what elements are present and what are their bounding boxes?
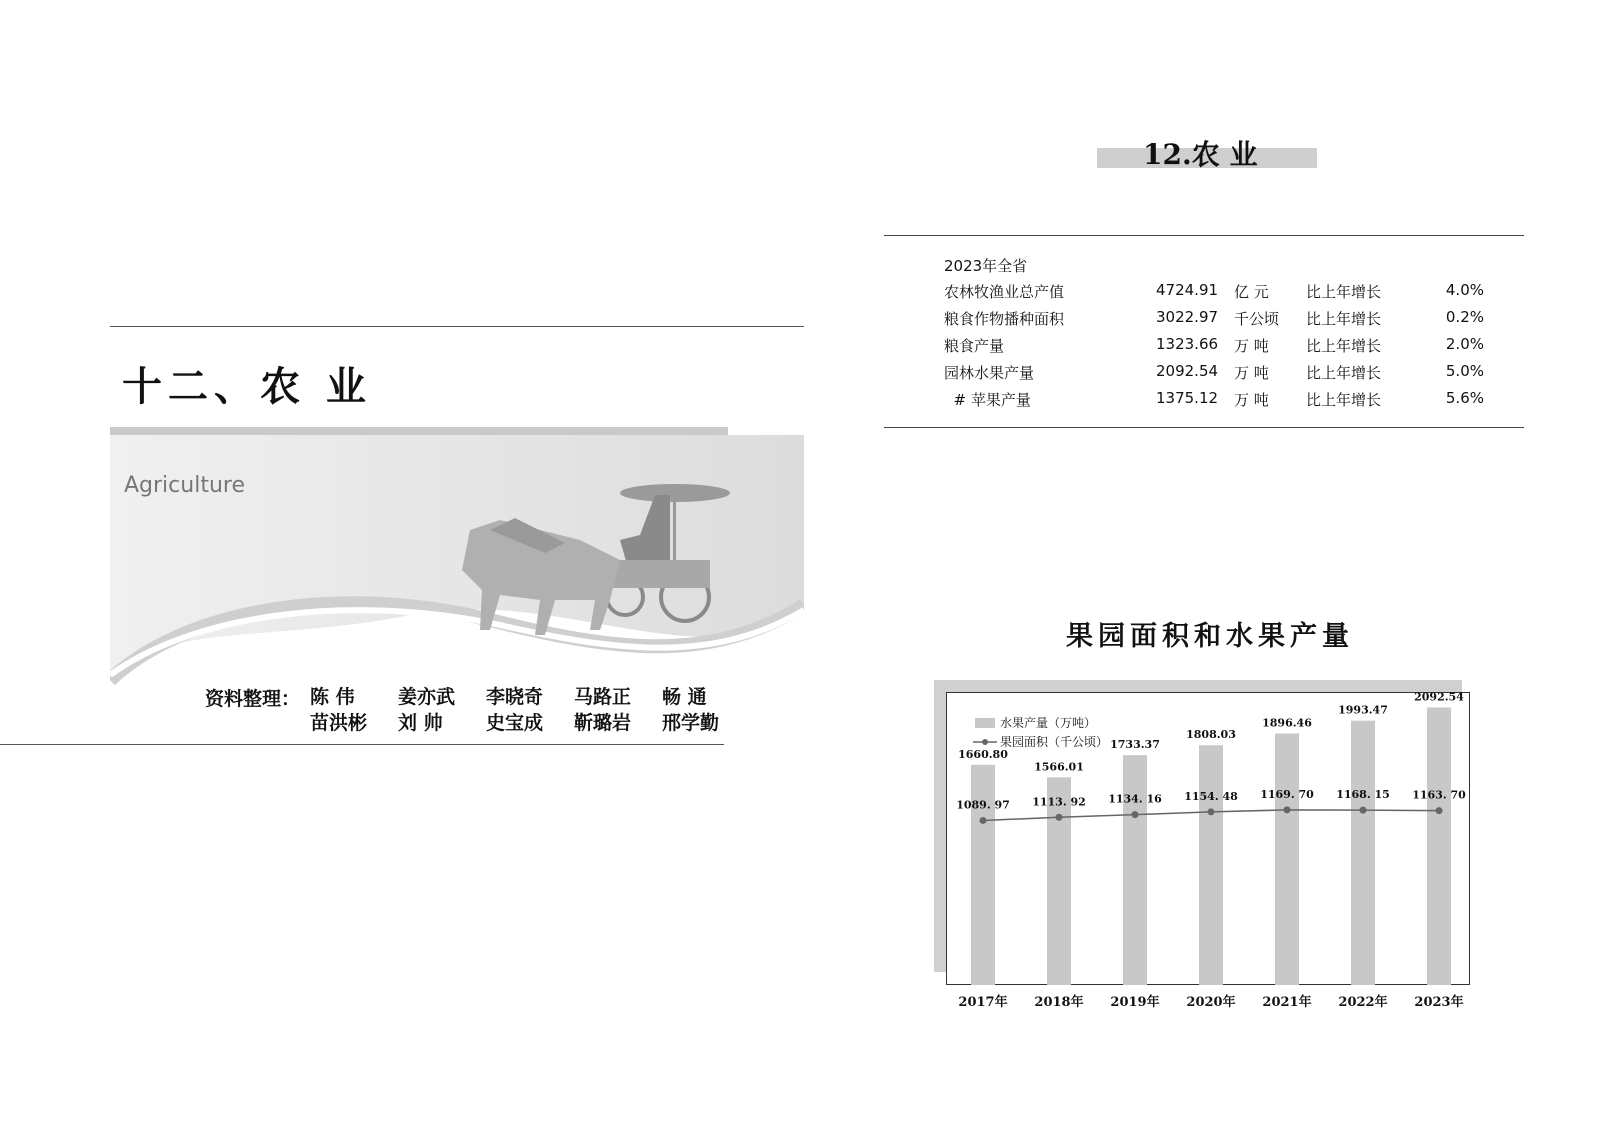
legend-swatch-bars: [975, 718, 995, 728]
summary-pct: 5.0%: [1445, 362, 1484, 380]
chapter-title: 十二、农 业: [122, 363, 372, 410]
summary-value: 2092.54: [1156, 362, 1219, 380]
summary-item: 粮食作物播种面积: [944, 310, 1065, 328]
summary-compare: 比上年增长: [1306, 391, 1382, 409]
credit-name: 陈 伟: [310, 686, 355, 708]
summary-item: 园林水果产量: [944, 364, 1035, 382]
line-value-label: 1089. 97: [956, 798, 1010, 812]
summary-item: 农林牧渔业总产值: [944, 283, 1065, 301]
chart-title: 果园面积和水果产量: [1066, 621, 1354, 652]
credit-name: 邢学勤: [662, 712, 720, 734]
line-value-label: 1169. 70: [1260, 787, 1314, 801]
line-value-label: 1168. 15: [1336, 788, 1390, 802]
bar-value-label: 1808.03: [1186, 728, 1236, 742]
summary-value: 3022.97: [1156, 308, 1219, 326]
summary-item: 粮食产量: [944, 337, 1005, 355]
english-chapter-title: Agriculture: [124, 473, 245, 498]
bar: [1275, 734, 1299, 985]
summary-unit: 万 吨: [1234, 391, 1269, 409]
line-value-label: 1113. 92: [1032, 795, 1086, 809]
summary-unit: 万 吨: [1234, 337, 1269, 355]
line-point: [1284, 806, 1291, 813]
bar: [1047, 777, 1071, 985]
credit-name: 马路正: [574, 686, 632, 708]
bar-value-label: 2092.54: [1414, 690, 1464, 704]
credits-label: 资料整理：: [205, 688, 301, 710]
line-point: [1360, 807, 1367, 814]
summary-value: 4724.91: [1156, 281, 1219, 299]
legend-label: 果园面积（千公顷）: [1000, 735, 1109, 749]
line-point: [1132, 811, 1139, 818]
summary-value: 1323.66: [1156, 335, 1219, 353]
line-point: [1436, 807, 1443, 814]
bar-value-label: 1993.47: [1338, 703, 1388, 717]
line-point: [1056, 814, 1063, 821]
bar-value-label: 1566.01: [1034, 760, 1084, 774]
bar: [1351, 721, 1375, 985]
x-tick-label: 2018年: [1034, 995, 1084, 1010]
summary-heading: 2023年全省: [944, 257, 1028, 275]
summary-pct: 2.0%: [1445, 335, 1484, 353]
line-point: [1208, 808, 1215, 815]
summary-unit: 万 吨: [1234, 364, 1269, 382]
summary-compare: 比上年增长: [1306, 364, 1382, 382]
credit-name: 史宝成: [486, 712, 544, 734]
summary-unit: 千公顷: [1234, 310, 1280, 328]
credit-name: 李晓奇: [486, 686, 544, 708]
summary-pct: 5.6%: [1445, 389, 1484, 407]
credit-name: 畅 通: [662, 686, 707, 708]
summary-pct: 0.2%: [1445, 308, 1484, 326]
x-tick-label: 2017年: [958, 995, 1008, 1010]
summary-compare: 比上年增长: [1306, 283, 1382, 301]
x-tick-label: 2023年: [1414, 995, 1464, 1010]
x-tick-label: 2021年: [1262, 995, 1312, 1010]
summary-value: 1375.12: [1156, 389, 1219, 407]
bar: [1123, 755, 1147, 985]
line-point: [980, 817, 987, 824]
summary-item: # 苹果产量: [944, 391, 1031, 409]
credit-name: 刘 帅: [398, 712, 443, 734]
bar-value-label: 1896.46: [1262, 716, 1312, 730]
x-tick-label: 2022年: [1338, 995, 1388, 1010]
line-value-label: 1134. 16: [1108, 792, 1162, 806]
legend-label: 水果产量（万吨）: [1000, 716, 1097, 730]
bar: [1199, 745, 1223, 985]
line-value-label: 1163. 70: [1412, 788, 1466, 802]
line-value-label: 1154. 48: [1184, 789, 1238, 803]
credit-name: 靳璐岩: [574, 712, 632, 734]
bar-value-label: 1660.80: [958, 747, 1008, 761]
credit-name: 苗洪彬: [310, 712, 368, 734]
summary-pct: 4.0%: [1445, 281, 1484, 299]
summary-compare: 比上年增长: [1306, 337, 1382, 355]
bar-value-label: 1733.37: [1110, 738, 1160, 752]
section-title: 12.农 业: [1143, 138, 1258, 171]
x-tick-label: 2019年: [1110, 995, 1160, 1010]
x-tick-label: 2020年: [1186, 995, 1236, 1010]
summary-compare: 比上年增长: [1306, 310, 1382, 328]
summary-unit: 亿 元: [1234, 283, 1269, 301]
credit-name: 姜亦武: [398, 686, 456, 708]
legend-swatch-point: [982, 739, 988, 745]
bar: [1427, 708, 1451, 985]
